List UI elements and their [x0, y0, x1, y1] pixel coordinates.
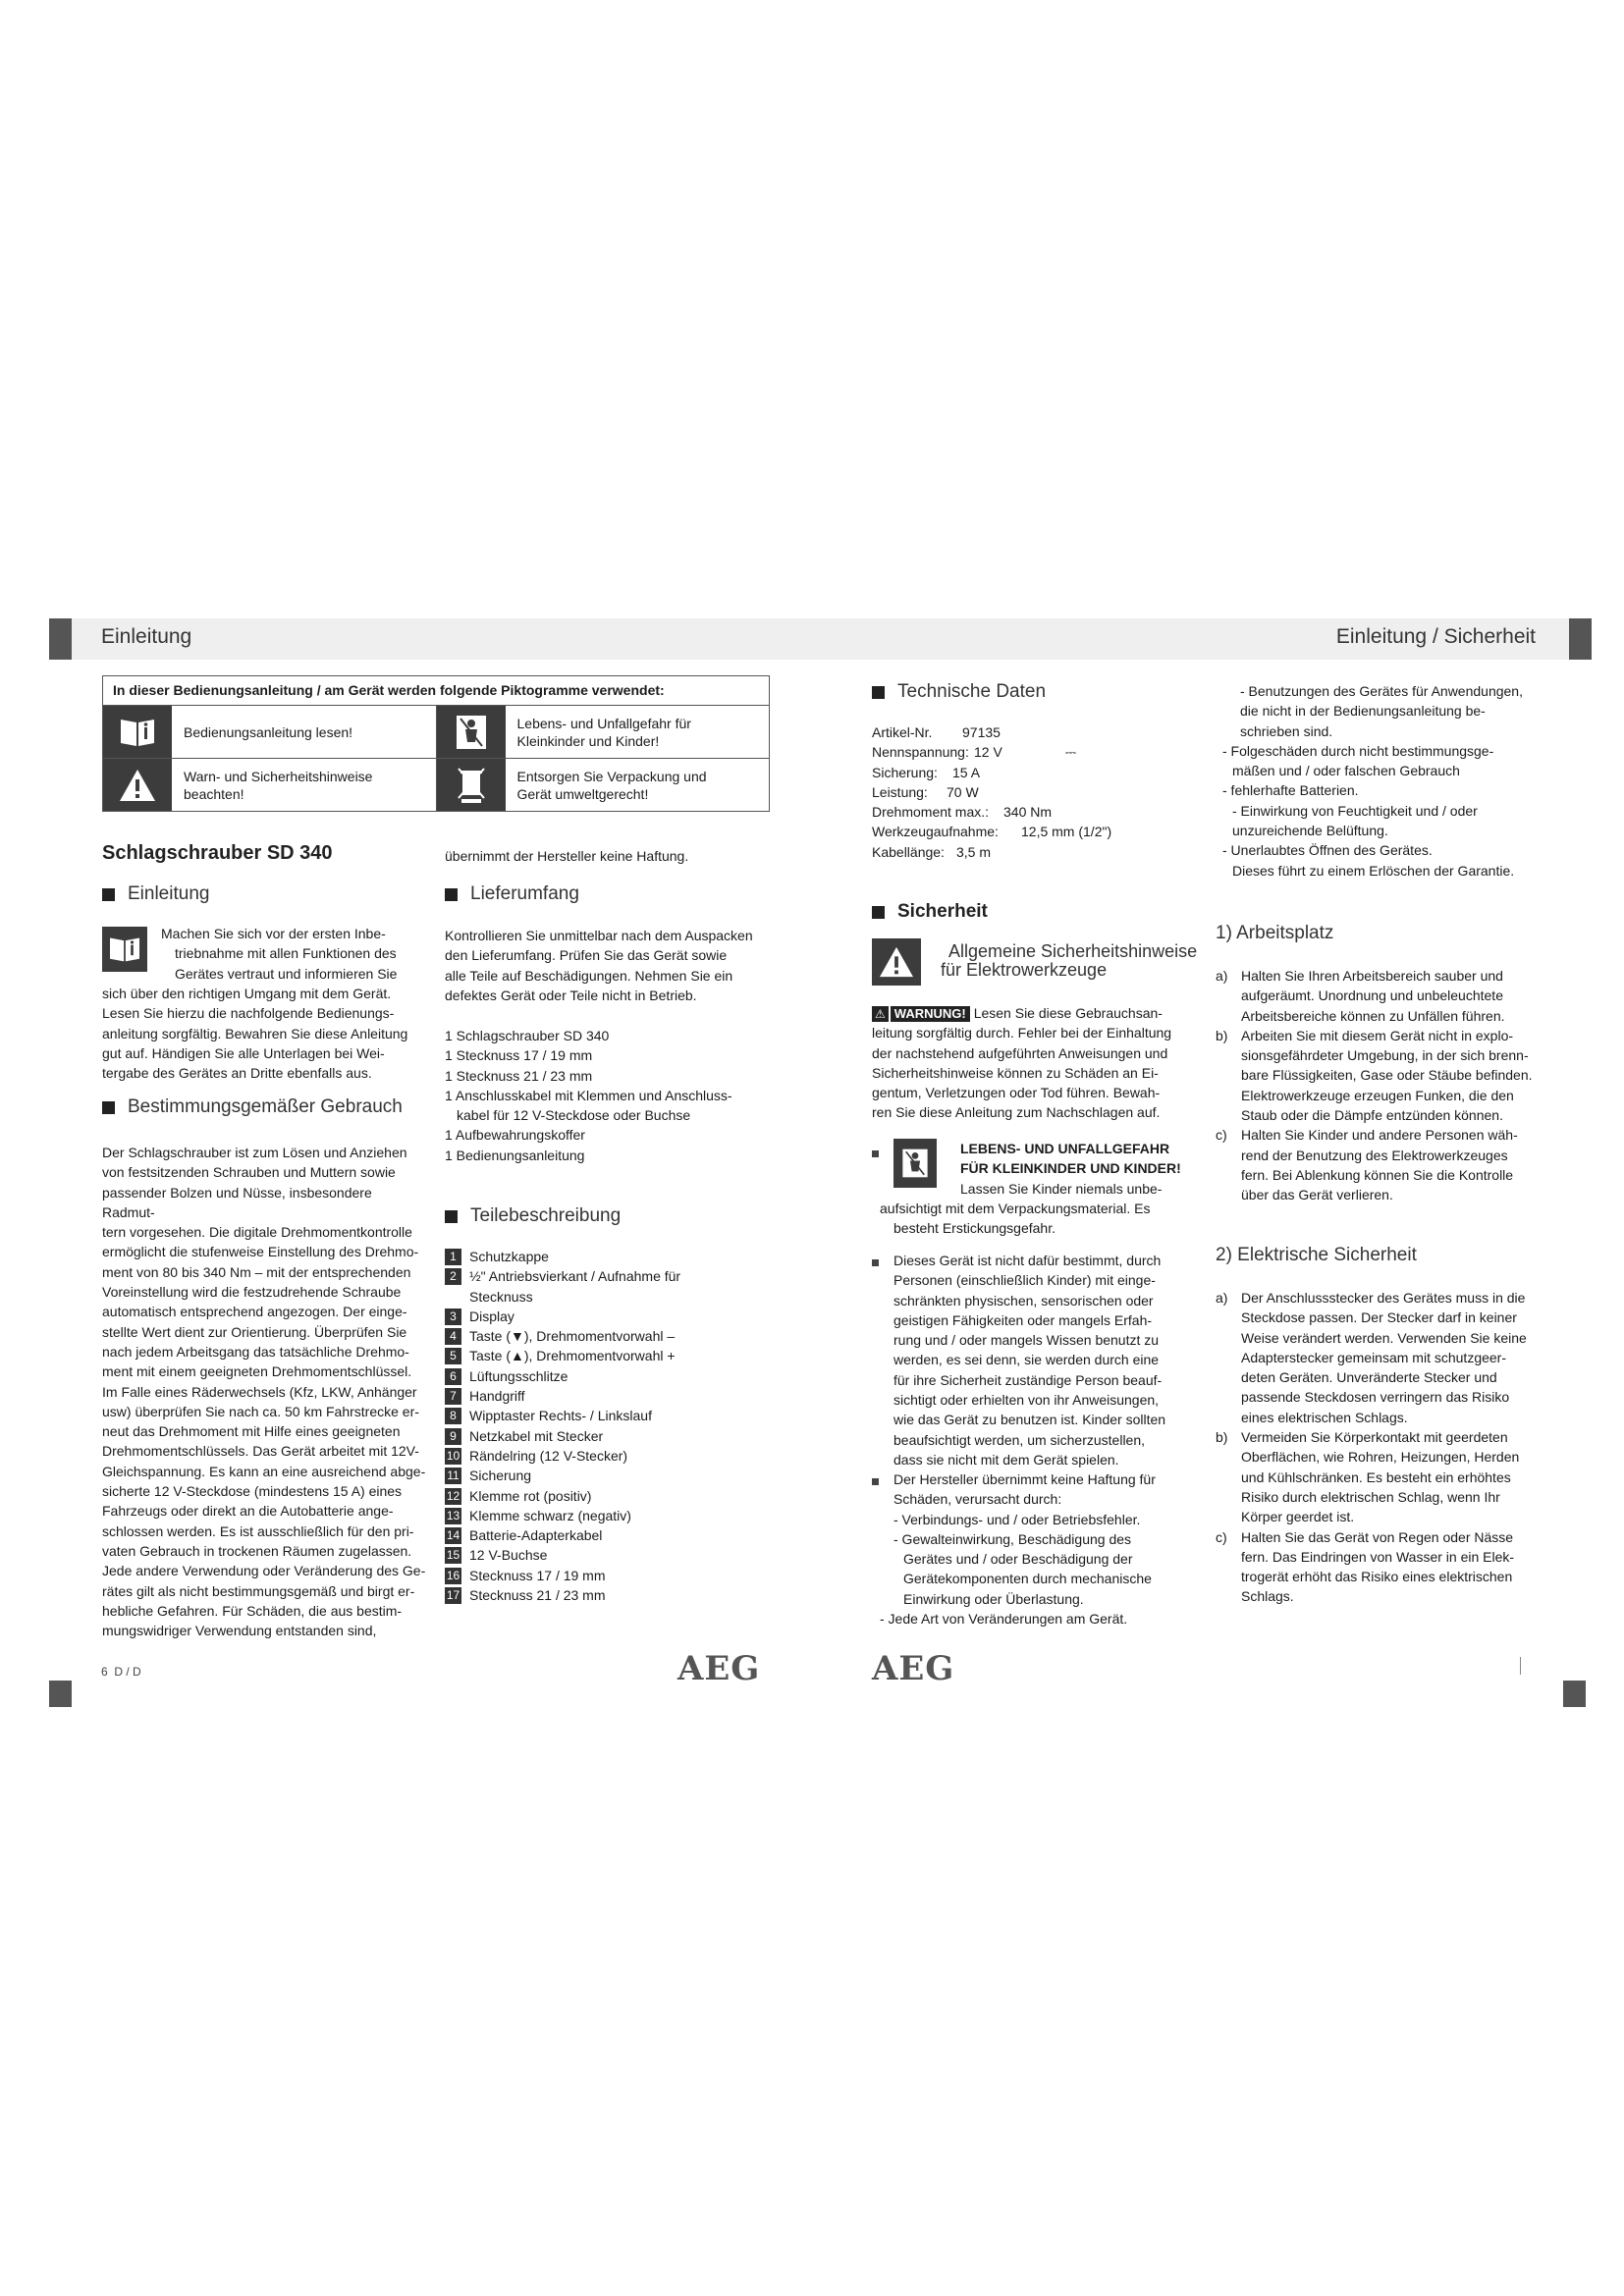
text-line: - Unerlaubtes Öffnen des Gerätes. — [1222, 842, 1433, 859]
part-number-badge: 11 — [445, 1468, 461, 1484]
product-title: Schlagschrauber SD 340 — [102, 842, 333, 864]
parts-list-item — [445, 1307, 769, 1326]
list-item — [1216, 1527, 1549, 1607]
parts-list-item — [445, 1346, 769, 1365]
parts-list-item — [445, 1566, 769, 1585]
text-line: Sicherheitshinweise können zu Schäden an Ei- — [872, 1064, 1159, 1081]
text-line: Gleichspannung. Es kann an eine ausreichend abge- — [102, 1463, 426, 1479]
item-letter: c) — [1216, 1528, 1227, 1545]
part-label: ½" Antriebsvierkant / Aufnahme für — [469, 1268, 681, 1285]
list-item: 1 Stecknuss 21 / 23 mm — [445, 1067, 593, 1084]
list-item — [1216, 966, 1549, 1026]
section-heading-einleitung — [102, 883, 209, 905]
text-line: den Lieferumfang. Prüfen Sie das Gerät sowie — [445, 947, 728, 964]
item-letter: a) — [1216, 1290, 1228, 1306]
text-line: Dieses führt zu einem Erlöschen der Garantie. — [1232, 862, 1515, 879]
tech-row — [872, 742, 1196, 762]
warning-badge: WARNUNG! — [891, 1006, 970, 1022]
left-header-title: Einleitung — [101, 625, 192, 648]
item-text: Arbeiten Sie mit diesem Gerät nicht in explo- sionsgefährdeter Umgebung, in der sich brenn- bare Flüssigkeiten, Gase oder Stäube befinden. Elektrowerkzeuge erzeugen Funken, die den Staub oder die Dämpfe entzünden können. — [1241, 1027, 1533, 1124]
parts-list-item — [445, 1366, 769, 1386]
part-number-badge: 16 — [446, 1568, 460, 1582]
section-heading-technische-daten — [872, 681, 1046, 703]
aeg-logo: AEG — [677, 1649, 761, 1688]
section-heading-text: Sicherheit — [897, 901, 988, 922]
parts-list-item — [445, 1406, 769, 1425]
text-line: Jede andere Verwendung oder Veränderung des Ge- — [102, 1563, 426, 1579]
pictogram-text: Entsorgen Sie Verpackung und Gerät umweltgerecht! — [516, 768, 707, 802]
parts-list-item — [445, 1247, 769, 1266]
child-hazard-icon — [893, 1139, 937, 1188]
text-line: Gerätekomponenten durch mechanische — [903, 1571, 1152, 1587]
right-header-title: Einleitung / Sicherheit — [1335, 625, 1536, 648]
parts-list-item — [445, 1486, 769, 1506]
section-heading-text: Technische Daten — [897, 681, 1047, 702]
last-dash-line — [880, 1609, 1127, 1629]
part-label: Taste (▼), Drehmomentvorwahl – — [469, 1328, 676, 1345]
section-bullet-icon — [445, 888, 458, 901]
text-line: beaufsichtigt werden, um sicherzustellen, — [893, 1431, 1146, 1448]
page-number-text: 6 — [101, 1665, 108, 1679]
warning-triangle-icon — [872, 938, 921, 986]
part-number-badge: 6 — [445, 1368, 461, 1385]
part-label: Rändelring (12 V-Stecker) — [469, 1447, 628, 1464]
tech-value: 12,5 mm (1/2") — [1021, 824, 1112, 840]
lieferumfang-list — [445, 1026, 769, 1165]
text-line: rung und / oder mangels Wissen benutzt zu — [893, 1332, 1160, 1349]
text-line: Einwirkung oder Überlastung. — [903, 1590, 1084, 1607]
part-label: Netzkabel mit Stecker — [469, 1427, 604, 1444]
item-letter: b) — [1216, 1027, 1228, 1043]
part-number-badge: 1 — [445, 1249, 461, 1265]
tech-row — [872, 822, 1196, 841]
part-number-badge: 10 — [446, 1448, 460, 1463]
part-label: Stecknuss — [469, 1288, 533, 1305]
tech-key: Sicherung: — [872, 764, 938, 780]
text-line: Drehmomentschlüssels. Das Gerät arbeitet mit 12V- — [102, 1443, 419, 1460]
item-letter: a) — [1216, 968, 1228, 984]
tech-row — [872, 722, 1196, 742]
part-label: Handgriff — [469, 1388, 525, 1405]
item-text: Halten Sie das Gerät von Regen oder Nässe fern. Das Eindringen von Wasser in ein Elek- trogerät erhöht das Risiko eines elektrischen Schlags. — [1241, 1528, 1515, 1605]
list-item — [1216, 1125, 1549, 1204]
text-line: ment von 80 bis 340 Nm – mit der entsprechenden — [102, 1263, 411, 1280]
list-item: kabel für 12 V-Steckdose oder Buchse — [457, 1107, 691, 1124]
text-line: Personen (einschließlich Kinder) mit einge- — [893, 1272, 1156, 1289]
text-line: schlossen werden. Es ist ausschließlich für den pri- — [102, 1522, 414, 1539]
pictogram-cell — [436, 759, 770, 811]
heading-line: für Elektrowerkzeuge — [941, 960, 1108, 980]
text-line: Dieses Gerät ist nicht dafür bestimmt, durch — [893, 1253, 1162, 1268]
pictogram-cell — [103, 759, 436, 811]
list-item — [1216, 1026, 1549, 1125]
item-text: Der Anschlussstecker des Gerätes muss in die Steckdose passen. Der Stecker darf in keiner Weise verändert werden. Verwenden Sie keine Adapterstecker gemeinsam mit schutzgeer- deten Geräten. Unveränderte Stecker und passende Steckdosen verringern das Risiko eines elektrischen Schlags. — [1241, 1290, 1527, 1425]
text-line: mungswidriger Verwendung entstanden sind, — [102, 1623, 377, 1639]
warning-triangle-icon — [103, 759, 172, 811]
kids-warning-continued — [880, 1199, 1204, 1239]
left-edge-marker — [49, 618, 72, 660]
part-label: Lüftungsschlitze — [469, 1367, 568, 1384]
manual-book-icon — [102, 927, 147, 972]
text-line: Gerätes und / oder Beschädigung der — [903, 1551, 1133, 1568]
text-line: anleitung sorgfältig. Bewahren Sie diese Anleitung — [102, 1025, 408, 1041]
section-heading-lieferumfang — [445, 883, 579, 905]
parts-list-item — [445, 1326, 769, 1346]
section-heading-elektrische-sicherheit: 2) Elektrische Sicherheit — [1216, 1245, 1417, 1265]
elektrisch-list — [1216, 1288, 1549, 1607]
left-footer-marker — [49, 1681, 72, 1707]
text-line: LEBENS- UND UNFALLGEFAHR — [960, 1141, 1170, 1156]
list-bullet-icon — [872, 1259, 879, 1266]
warning-paragraph — [872, 1003, 1196, 1123]
text-line: übernimmt der Hersteller keine Haftung. — [445, 848, 689, 864]
heading-line: Allgemeine Sicherheitshinweise — [948, 941, 1198, 961]
tech-row — [872, 782, 1196, 802]
kids-warning-text — [960, 1139, 1196, 1199]
text-span: Lesen Sie diese Gebrauchsan- — [973, 1005, 1163, 1021]
part-number-badge: 3 — [445, 1308, 461, 1325]
part-number-badge: 17 — [446, 1588, 460, 1603]
text-line: Schäden, verursacht durch: — [893, 1491, 1062, 1508]
tech-row — [872, 802, 1196, 822]
capability-paragraph — [893, 1251, 1198, 1469]
list-item: 1 Schlagschrauber SD 340 — [445, 1028, 610, 1043]
section-bullet-icon — [102, 1101, 115, 1114]
right-edge-marker — [1569, 618, 1592, 660]
section-heading-teile — [445, 1205, 621, 1227]
text-line: Gerätes vertraut und informieren Sie — [175, 965, 398, 982]
text-line: usw) überprüfen Sie nach ca. 50 km Fahrstrecke er- — [102, 1403, 419, 1419]
child-hazard-icon — [437, 706, 506, 758]
parts-list-item — [445, 1466, 769, 1485]
liability-continuation — [1222, 681, 1546, 881]
text-line: Machen Sie sich vor der ersten Inbe- — [161, 926, 386, 941]
section-heading-arbeitsplatz: 1) Arbeitsplatz — [1216, 923, 1334, 943]
text-line: Lesen Sie hierzu die nachfolgende Bedienungs- — [102, 1005, 395, 1022]
section-heading-text: Bestimmungsgemäßer Gebrauch — [128, 1096, 403, 1117]
part-number-badge: 15 — [446, 1548, 460, 1563]
parts-list-item — [445, 1585, 769, 1605]
text-line: neut das Drehmoment mit Hilfe eines geeigneten — [102, 1423, 401, 1440]
text-line: werden, es sei denn, sie werden durch eine — [893, 1352, 1160, 1368]
tech-value: 3,5 m — [956, 843, 992, 860]
tech-value: 340 Nm — [1003, 804, 1053, 821]
pictogram-text: Lebens- und Unfallgefahr für Kleinkinder und Kinder! — [516, 715, 691, 749]
text-line: geistigen Fähigkeiten oder mangels Erfah- — [893, 1311, 1153, 1328]
parts-list-item — [445, 1426, 769, 1446]
manual-book-icon — [103, 706, 172, 758]
pictogram-cell — [436, 706, 770, 758]
tech-row — [872, 842, 1196, 862]
text-line: - Benutzungen des Gerätes für Anwendungen, — [1240, 683, 1523, 699]
part-number-badge: 8 — [445, 1408, 461, 1424]
item-text: Halten Sie Kinder und andere Personen wäh- rend der Benutzung des Elektrowerkzeuges fern. Bei Ablenkung können Sie die Kontrolle über das Gerät verlieren. — [1241, 1127, 1518, 1203]
text-line: - Jede Art von Veränderungen am Gerät. — [880, 1611, 1128, 1627]
pictogram-table-heading: In dieser Bedienungsanleitung / am Gerät werden folgende Piktogramme verwendet: — [103, 676, 769, 706]
item-text: Halten Sie Ihren Arbeitsbereich sauber und aufgeräumt. Unordnung und unbeleuchtete Arbeitsbereiche können zu Unfällen führen. — [1241, 968, 1505, 1024]
gebrauch-body — [102, 1143, 426, 1640]
liability-paragraph — [893, 1469, 1198, 1609]
einleitung-body — [102, 984, 426, 1083]
part-number-badge: 13 — [446, 1508, 460, 1522]
list-item: 1 Aufbewahrungskoffer — [445, 1127, 585, 1144]
pictogram-table — [102, 675, 770, 812]
pictogram-row — [103, 706, 769, 758]
text-line: vaten Gebrauch in trockenen Räumen zugelassen. — [102, 1542, 412, 1559]
part-label: 12 V-Buchse — [469, 1547, 548, 1564]
parts-list-item — [445, 1386, 769, 1406]
einleitung-intro — [161, 924, 456, 984]
section-heading-text: Teilebeschreibung — [470, 1205, 622, 1226]
text-line: Im Falle eines Räderwechsels (Kfz, LKW, Anhänger — [102, 1383, 417, 1400]
part-number-badge: 7 — [445, 1388, 461, 1405]
text-line: dass sie nicht mit dem Gerät spielen. — [893, 1451, 1119, 1468]
list-item: 1 Bedienungsanleitung — [445, 1147, 585, 1163]
section-heading-sicherheit — [872, 901, 988, 923]
footer-tick — [1520, 1657, 1521, 1675]
section-heading-text: Lieferumfang — [470, 883, 579, 904]
text-line: Der Schlagschrauber ist zum Lösen und Anziehen — [102, 1145, 407, 1160]
text-line: rätes gilt als nicht bestimmungsgemäß und birgt er- — [102, 1582, 415, 1599]
text-line: automatisch entsprechend angezogen. Der einge- — [102, 1304, 407, 1320]
text-line: besteht Erstickungsgefahr. — [893, 1220, 1056, 1237]
list-bullet-icon — [872, 1478, 879, 1485]
part-label: Wipptaster Rechts- / Linkslauf — [469, 1408, 652, 1424]
part-label: Klemme schwarz (negativ) — [469, 1507, 631, 1523]
item-text: Vermeiden Sie Körperkontakt mit geerdeten Oberflächen, wie Rohren, Heizungen, Herden und Kühlschränken. Es besteht ein erhöhtes Risiko durch elektrischen Schlag, wenn Ihr Körper geerdet ist. — [1241, 1429, 1520, 1525]
warning-small-icon: ⚠ — [872, 1006, 889, 1022]
tech-value: 15 A — [952, 764, 981, 780]
parts-list-item — [445, 1446, 769, 1466]
text-line: leitung sorgfältig durch. Fehler bei der Einhaltung — [872, 1025, 1172, 1041]
parts-list-item — [445, 1287, 769, 1307]
parts-list-item — [445, 1545, 769, 1565]
text-line: Der Hersteller übernimmt keine Haftung für — [893, 1471, 1156, 1487]
part-label: Stecknuss 17 / 19 mm — [469, 1567, 606, 1583]
part-label: Klemme rot (positiv) — [469, 1487, 592, 1504]
text-line: passender Bolzen und Nüsse, insbesondere Radmut- — [102, 1184, 372, 1220]
text-line: für ihre Sicherheit zuständige Person beauf- — [893, 1371, 1163, 1388]
pictogram-cell — [103, 706, 436, 758]
list-item — [1216, 1427, 1549, 1526]
text-line: - Folgeschäden durch nicht bestimmungsge- — [1222, 742, 1494, 759]
tech-value: 97135 — [962, 724, 1001, 740]
tech-key: Werkzeugaufnahme: — [872, 824, 999, 840]
text-line: gut auf. Händigen Sie alle Unterlagen bei Wei- — [102, 1044, 385, 1061]
text-line: - Einwirkung von Feuchtigkeit und / oder — [1232, 802, 1478, 819]
tech-key: Drehmoment max.: — [872, 804, 990, 821]
text-line: triebnahme mit allen Funktionen des — [175, 945, 397, 962]
right-footer-marker — [1563, 1681, 1586, 1707]
part-label: Taste (▲), Drehmomentvorwahl + — [469, 1348, 676, 1364]
lieferumfang-body — [445, 926, 769, 1005]
text-line: schrieben sind. — [1240, 722, 1333, 739]
text-line: schränkten physischen, sensorischen oder — [893, 1292, 1154, 1308]
part-label: Stecknuss 21 / 23 mm — [469, 1587, 606, 1604]
text-line: sich über den richtigen Umgang mit dem Gerät. — [102, 986, 392, 1001]
part-label: Sicherung — [469, 1468, 532, 1484]
text-line: Kontrollieren Sie unmittelbar nach dem Auspacken — [445, 928, 753, 943]
part-number-badge: 4 — [445, 1328, 461, 1345]
tech-key: Artikel-Nr. — [872, 724, 933, 740]
page-number — [101, 1665, 141, 1679]
section-heading-gebrauch — [102, 1096, 403, 1118]
item-letter: b) — [1216, 1429, 1228, 1446]
text-line: sichtigt oder erhielten von ihr Anweisungen, — [893, 1392, 1160, 1409]
text-line: aufsichtigt mit dem Verpackungsmaterial. Es — [880, 1201, 1151, 1216]
list-item: 1 Anschlusskabel mit Klemmen und Anschluss- — [445, 1087, 732, 1103]
text-line: ment mit einem geeigneten Drehmomentschlüssel. — [102, 1363, 412, 1380]
part-number-badge: 2 — [445, 1268, 461, 1285]
text-line: Voreinstellung wird die festzudrehende Schraube — [102, 1284, 402, 1301]
text-line: ermöglicht die stufenweise Einstellung des Drehmo- — [102, 1244, 419, 1260]
text-line: die nicht in der Bedienungsanleitung be- — [1240, 703, 1486, 720]
text-line: sicherte 12 V-Steckdose (mindestens 15 A) eines — [102, 1483, 403, 1500]
text-line: defektes Gerät oder Teile nicht in Betrieb. — [445, 987, 697, 1003]
part-number-badge: 9 — [445, 1428, 461, 1445]
part-label: Schutzkappe — [469, 1249, 549, 1264]
text-line: Lassen Sie Kinder niemals unbe- — [960, 1180, 1163, 1197]
tech-row — [872, 763, 1196, 782]
dc-symbol-icon: ⎓ — [1064, 744, 1077, 761]
text-line: - Gewalteinwirkung, Beschädigung des — [893, 1530, 1132, 1547]
parts-list — [445, 1247, 769, 1605]
list-item — [1216, 1288, 1549, 1427]
text-line: mäßen und / oder falschen Gebrauch — [1232, 763, 1460, 779]
text-line: tern vorgesehen. Die digitale Drehmomentkontrolle — [102, 1224, 412, 1241]
text-line: FÜR KLEINKINDER UND KINDER! — [960, 1160, 1181, 1177]
text-line: von festsitzenden Schrauben und Muttern sowie — [102, 1164, 396, 1181]
aeg-logo: AEG — [872, 1649, 955, 1688]
page-language-text: D / D — [114, 1665, 141, 1679]
text-line: wie das Gerät zu benutzen ist. Kinder sollten — [893, 1412, 1166, 1428]
parts-list-item — [445, 1266, 769, 1286]
text-line — [872, 1003, 1196, 1023]
tech-key: Nennspannung: — [872, 744, 969, 761]
part-number-badge: 5 — [445, 1348, 461, 1364]
text-line: nach jedem Arbeitsgang das tatsächliche Drehmo- — [102, 1343, 409, 1360]
text-line: - Verbindungs- und / oder Betriebsfehler. — [893, 1511, 1141, 1527]
text-line: ren Sie diese Anleitung zum Nachschlagen auf. — [872, 1104, 1161, 1121]
tech-value: 12 V — [974, 744, 1002, 761]
text-line: tergabe des Gerätes an Dritte ebenfalls aus. — [102, 1065, 372, 1082]
pictogram-row — [103, 758, 769, 811]
text-line: alle Teile auf Beschädigungen. Nehmen Sie ein — [445, 967, 733, 984]
tech-key: Leistung: — [872, 783, 928, 800]
section-bullet-icon — [872, 686, 885, 699]
technical-data-table — [872, 722, 1196, 862]
part-label: Batterie-Adapterkabel — [469, 1527, 603, 1544]
general-safety-heading — [941, 942, 1197, 980]
part-number-badge: 14 — [446, 1528, 460, 1543]
list-bullet-icon — [872, 1150, 879, 1157]
pictogram-text: Bedienungsanleitung lesen! — [184, 723, 353, 740]
text-line: gentum, Verletzungen oder Tod führen. Bewah- — [872, 1085, 1161, 1101]
section-bullet-icon — [872, 906, 885, 919]
section-bullet-icon — [102, 888, 115, 901]
arbeitsplatz-list — [1216, 966, 1549, 1205]
part-label: Display — [469, 1308, 514, 1324]
text-line: hebliche Gefahren. Für Schäden, die aus bestim- — [102, 1602, 403, 1619]
text-line: - fehlerhafte Batterien. — [1222, 782, 1359, 799]
text-line: Fahrzeugs oder direkt an die Autobatterie ange- — [102, 1503, 394, 1520]
part-number-badge: 12 — [446, 1488, 460, 1503]
parts-list-item — [445, 1506, 769, 1525]
haftung-line — [445, 846, 688, 866]
pictogram-text: Warn- und Sicherheitshinweise beachten! — [184, 768, 373, 802]
section-heading-text: Einleitung — [128, 883, 210, 904]
parts-list-item — [445, 1525, 769, 1545]
text-line: stellte Wert dient zur Orientierung. Überprüfen Sie — [102, 1323, 407, 1340]
text-line: der nachstehend aufgeführten Anweisungen und — [872, 1044, 1168, 1061]
text-line: unzureichende Belüftung. — [1232, 823, 1388, 839]
section-bullet-icon — [445, 1210, 458, 1223]
list-item: 1 Stecknuss 17 / 19 mm — [445, 1047, 593, 1064]
tech-value: 70 W — [947, 783, 979, 800]
recycle-bin-icon — [437, 759, 506, 811]
item-letter: c) — [1216, 1127, 1227, 1144]
tech-key: Kabellänge: — [872, 843, 945, 860]
